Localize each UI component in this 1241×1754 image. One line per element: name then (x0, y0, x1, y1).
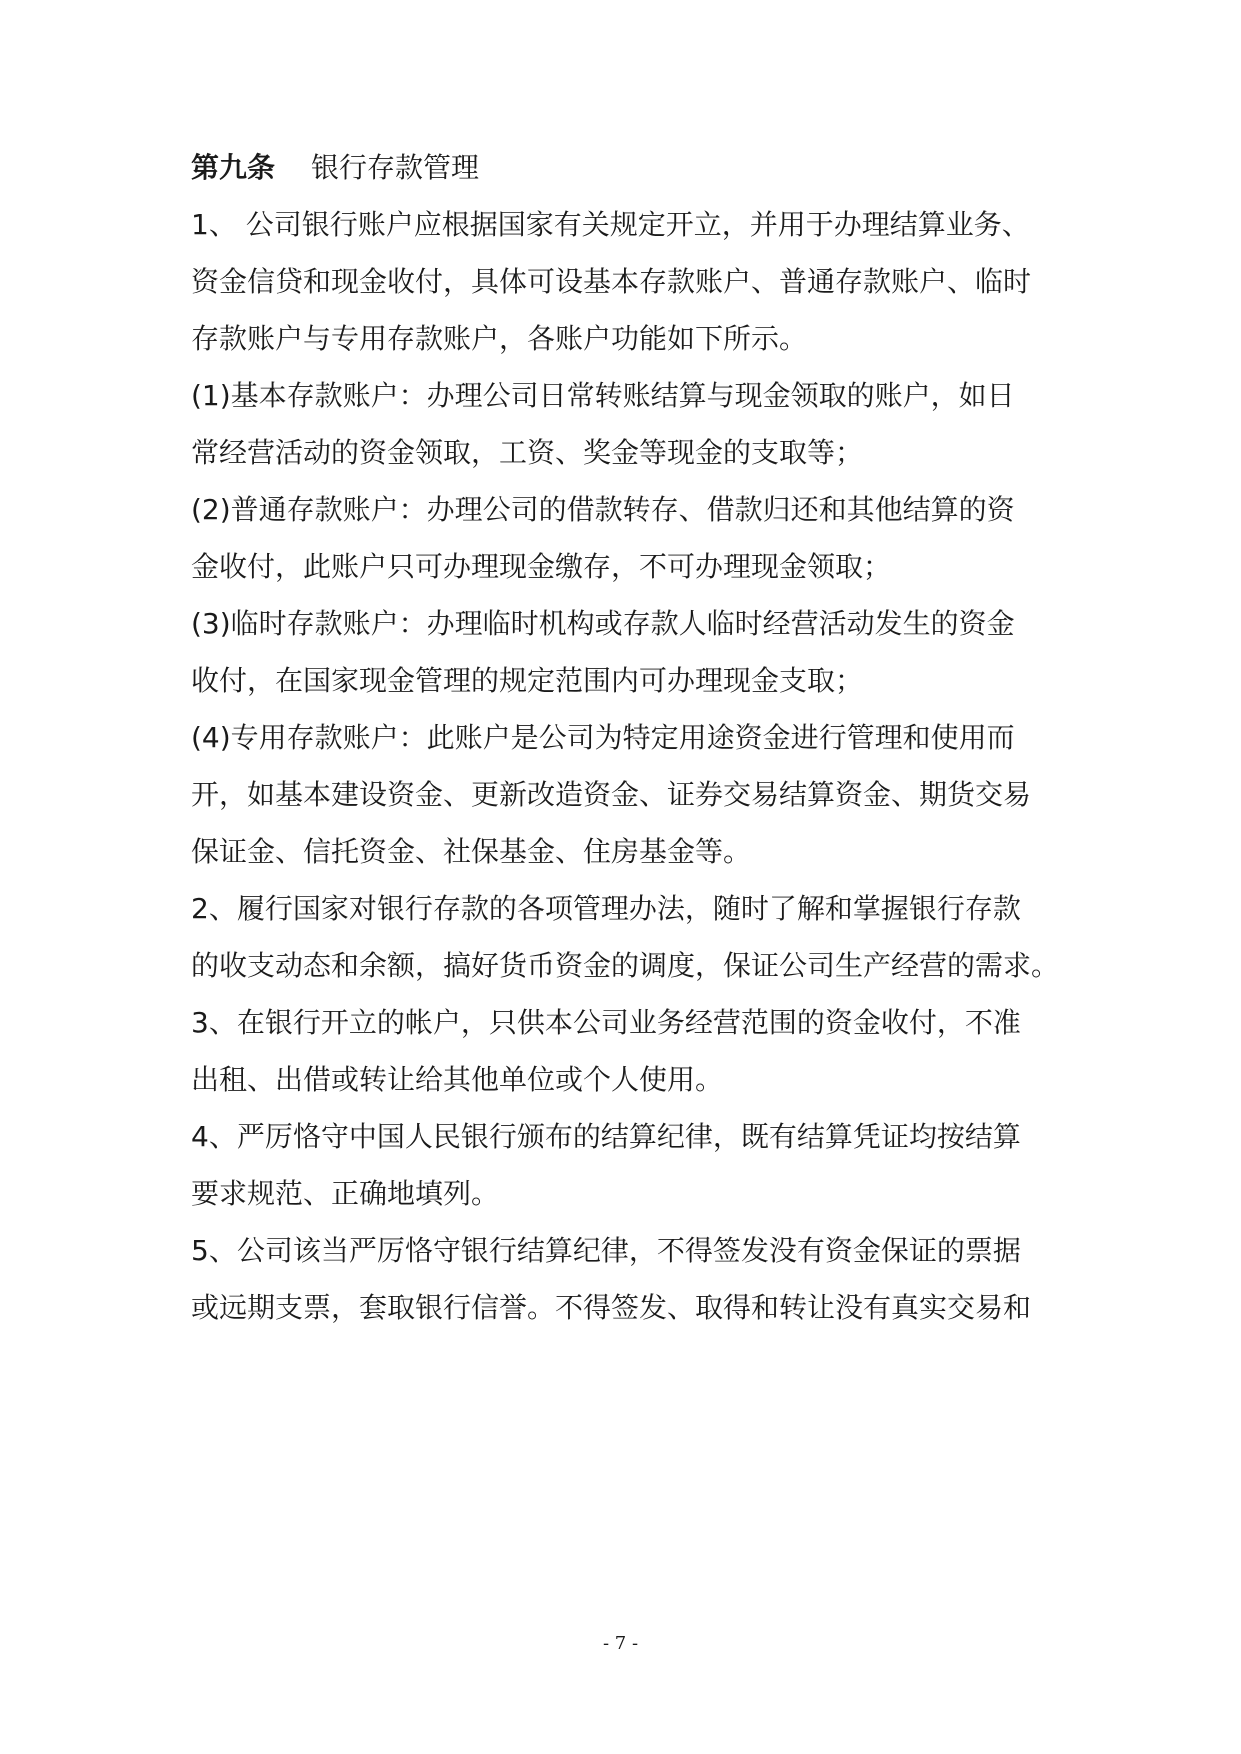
body-line: 常经营活动的资金领取，工资、奖金等现金的支取等； (191, 436, 864, 469)
body-line: 开，如基本建设资金、更新改造资金、证券交易结算资金、期货交易 (191, 778, 1032, 811)
body-line: 2、履行国家对银行存款的各项管理办法，随时了解和掌握银行存款 (191, 892, 1021, 925)
article-title: 银行存款管理 (311, 151, 480, 184)
body-line: (4)专用存款账户：此账户是公司为特定用途资金进行管理和使用而 (191, 721, 1015, 754)
body-line: 存款账户与专用存款账户，各账户功能如下所示。 (191, 322, 808, 355)
body-line: 或远期支票，套取银行信誉。不得签发、取得和转让没有真实交易和 (191, 1291, 1032, 1324)
article-heading (191, 148, 479, 188)
body-line: 金收付，此账户只可办理现金缴存，不可办理现金领取； (191, 550, 892, 583)
body-line: 1、 公司银行账户应根据国家有关规定开立，并用于办理结算业务、 (191, 208, 1030, 241)
body-line: (2)普通存款账户：办理公司的借款转存、借款归还和其他结算的资 (191, 493, 1015, 526)
page-number: - 7 - (602, 1633, 639, 1654)
body-line: 资金信贷和现金收付，具体可设基本存款账户、普通存款账户、临时 (191, 265, 1032, 298)
body-line: 3、在银行开立的帐户，只供本公司业务经营范围的资金收付，不准 (191, 1006, 1021, 1039)
body-line: 出租、出借或转让给其他单位或个人使用。 (191, 1063, 724, 1096)
body-line: 收付，在国家现金管理的规定范围内可办理现金支取； (191, 664, 864, 697)
body-line: 5、公司该当严厉恪守银行结算纪律，不得签发没有资金保证的票据 (191, 1234, 1021, 1267)
body-line: 要求规范、正确地填列。 (191, 1177, 500, 1210)
body-line: (1)基本存款账户：办理公司日常转账结算与现金领取的账户，如日 (191, 379, 1015, 412)
body-line: (3)临时存款账户：办理临时机构或存款人临时经营活动发生的资金 (191, 607, 1015, 640)
body-line: 的收支动态和余额，搞好货币资金的调度，保证公司生产经营的需求。 (191, 949, 1060, 982)
body-line: 保证金、信托资金、社保基金、住房基金等。 (191, 835, 752, 868)
article-number: 第九条 (191, 151, 276, 184)
body-line: 4、严厉恪守中国人民银行颁布的结算纪律，既有结算凭证均按结算 (191, 1120, 1021, 1153)
